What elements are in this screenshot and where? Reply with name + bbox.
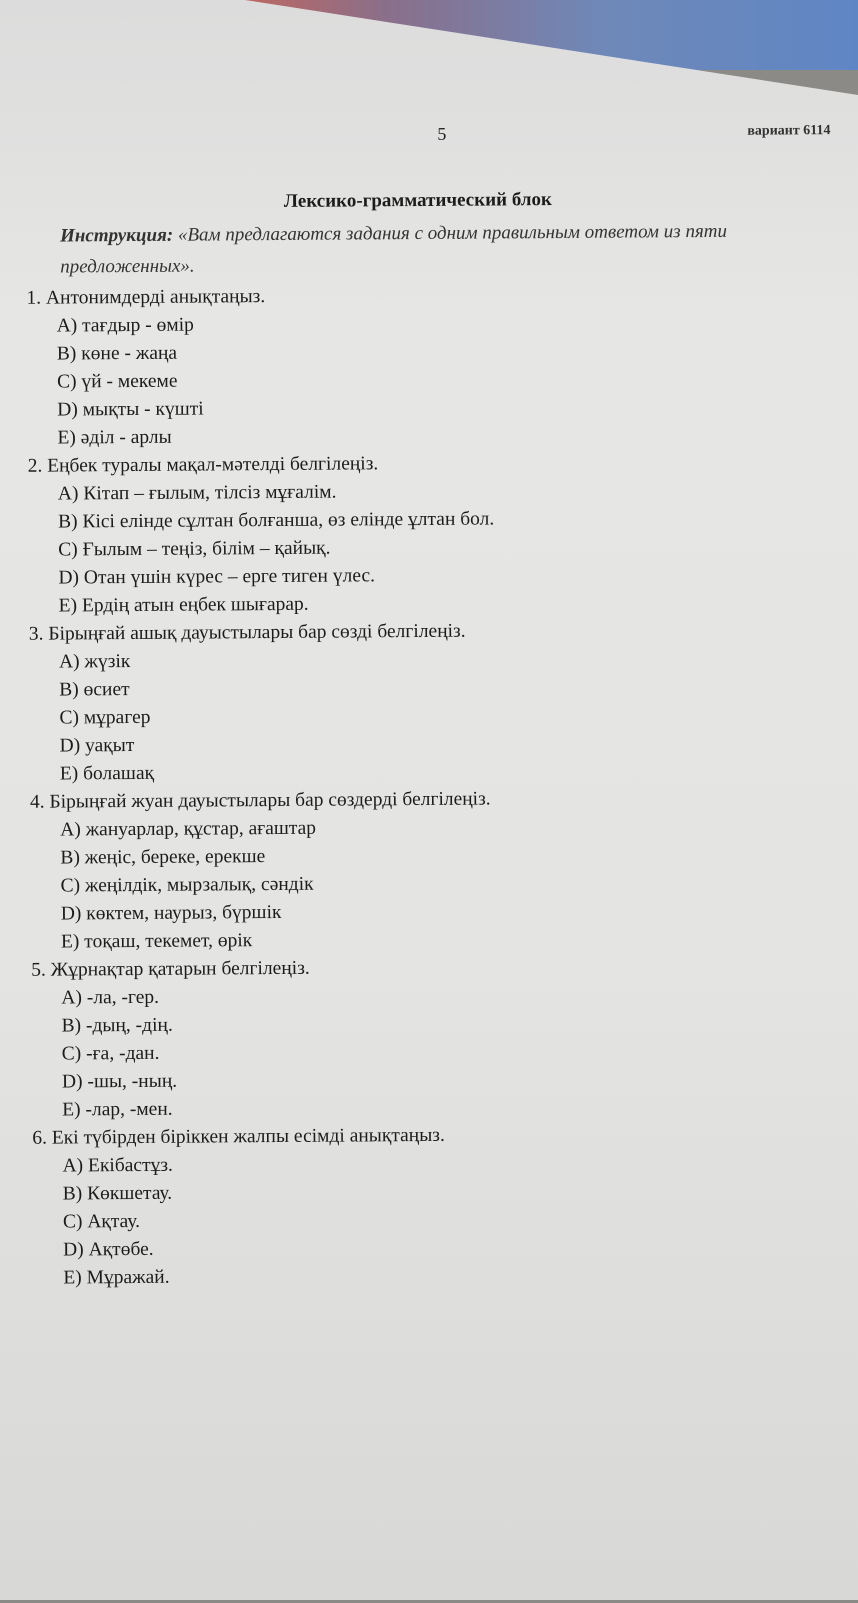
answer-option-c: C) Ғылым – теңіз, білім – қайық.	[58, 537, 331, 561]
answer-option-d: D) Отан үшін күрес – ерге тиген үлес.	[58, 565, 376, 589]
answer-option-a: A) -ла, -гер.	[61, 986, 160, 1009]
answer-option-a: A) Екібастұз.	[62, 1154, 173, 1177]
answer-option-c: C) Ақтау.	[62, 1210, 141, 1233]
question-text: 2. Еңбек туралы мақал-мәтелді белгілеңіз.	[27, 453, 379, 477]
answer-option-e: E) Мұражай.	[63, 1266, 170, 1289]
answer-option-d: D) Ақтөбе.	[63, 1238, 154, 1261]
answer-option-a: A) жүзік	[58, 651, 131, 673]
question-text: 5. Жұрнақтар қатарын белгілеңіз.	[31, 957, 310, 981]
answer-option-b: B) көне - жаңа	[56, 342, 178, 365]
question-4	[30, 783, 851, 957]
answer-option-d: D) уақыт	[59, 734, 135, 757]
question-5	[31, 951, 852, 1125]
instruction-label: Инструкция:	[59, 224, 174, 247]
question-text: 1. Антонимдерді анықтаңыз.	[26, 286, 266, 309]
answer-option-d: D) -шы, -ның.	[61, 1070, 178, 1093]
answer-option-c: C) -ға, -дан.	[61, 1042, 160, 1065]
answer-option-c: C) мұрагер	[59, 706, 151, 729]
question-text: 4. Бірыңғай жуан дауыстылары бар сөздерді белгілеңіз.	[29, 788, 491, 813]
answer-option-b: B) жеңіс, береке, ерекше	[60, 846, 266, 869]
question-2	[28, 447, 849, 621]
answer-option-b: B) Көкшетау.	[62, 1182, 173, 1205]
question-3	[29, 615, 850, 789]
variant-label: вариант 6114	[747, 123, 831, 139]
answer-option-e: E) болашақ	[59, 762, 155, 785]
question-6	[32, 1119, 853, 1293]
answer-option-e: E) Ердің атын еңбек шығарар.	[58, 593, 309, 617]
section-title: Лексико-грамматический блок	[283, 189, 553, 212]
instruction-text: «Вам предлагаются задания с одним правильным ответом из пяти предложенных».	[60, 220, 728, 278]
answer-option-d: D) мықты - күшті	[57, 398, 204, 421]
answer-option-b: B) -дың, -дің.	[61, 1014, 173, 1037]
answer-option-c: C) жеңілдік, мырзалық, сәндік	[60, 873, 314, 897]
answer-option-b: B) Кісі елінде сұлтан болғанша, өз елінде ұлтан бол.	[57, 508, 495, 533]
answer-option-a: A) Кітап – ғылым, тілсіз мұғалім.	[57, 481, 337, 505]
answer-option-b: B) өсиет	[59, 679, 130, 701]
answer-option-a: A) тағдыр - өмір	[56, 314, 194, 337]
answer-option-a: A) жануарлар, құстар, ағаштар	[60, 817, 317, 841]
question-text: 6. Екі түбірден біріккен жалпы есімді анықтаңыз.	[32, 1124, 445, 1149]
answer-option-d: D) көктем, наурыз, бүршік	[60, 901, 282, 925]
question-1	[26, 279, 847, 453]
instruction	[60, 215, 850, 283]
answer-option-c: C) үй - мекеме	[56, 370, 178, 393]
answer-option-e: E) әділ - арлы	[57, 426, 172, 449]
question-list	[26, 279, 853, 1293]
page-number: 5	[437, 123, 447, 144]
answer-option-e: E) -лар, -мен.	[62, 1098, 173, 1121]
answer-option-e: E) тоқаш, текемет, өрік	[60, 930, 253, 953]
question-text: 3. Бірыңғай ашық дауыстылары бар сөзді белгілеңіз.	[28, 620, 466, 645]
